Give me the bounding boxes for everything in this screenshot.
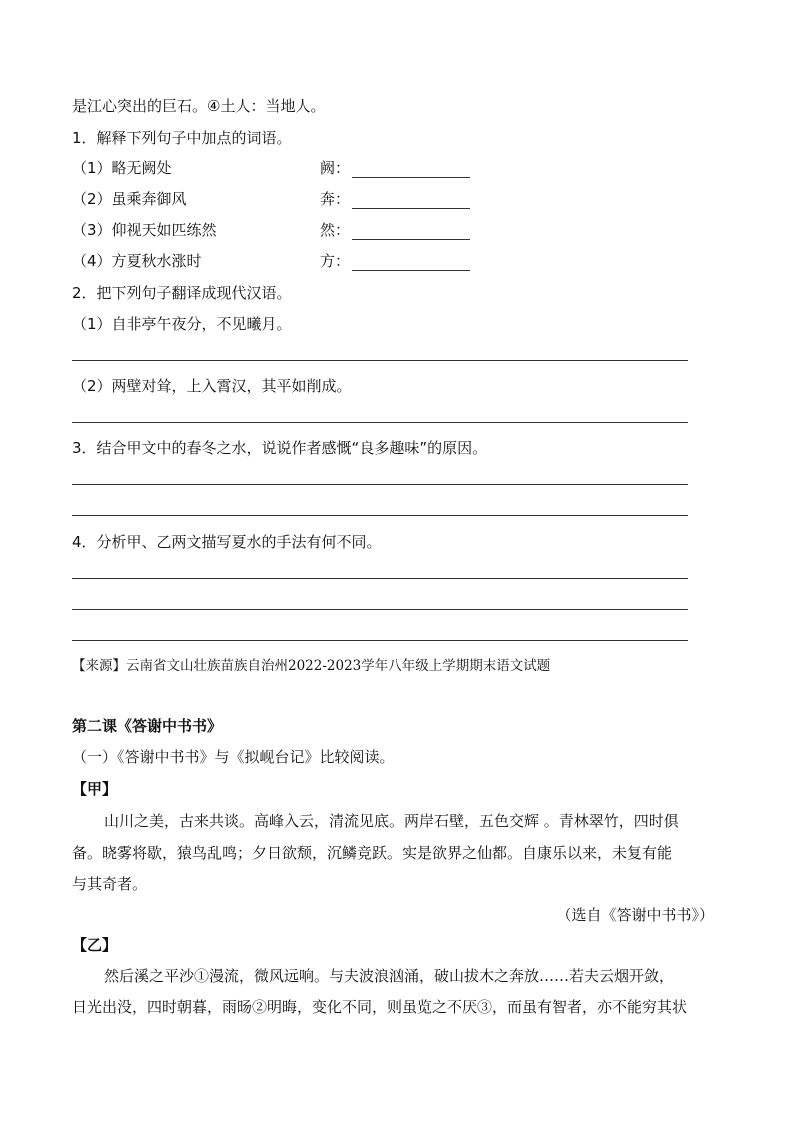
passage-source: （选自《答谢中书书》） — [556, 906, 714, 924]
question-1-item — [72, 220, 217, 240]
item-label: （3）仰视天如匹练然 — [72, 221, 217, 239]
passage-line: 山川之美，古来共谈。高峰入云，清流见底。两岸石壁，五色交辉 。青林翠竹，四时俱 — [104, 812, 679, 830]
item-label: （2）虽乘奔御风 — [72, 190, 187, 208]
answer-blank-row — [320, 189, 470, 209]
passage-line: 日光出没，四时朝暮，雨旸②明晦，变化不同，则虽览之不厌③，而虽有智者，亦不能穷其状 — [72, 998, 688, 1016]
word-label: 阙： — [320, 159, 351, 177]
lesson-intro: （一）《答谢中书书》与《拟岘台记》比较阅读。 — [72, 748, 395, 766]
question-1-item — [72, 158, 172, 178]
answer-line[interactable] — [72, 360, 688, 361]
item-label: （1）略无阙处 — [72, 159, 172, 177]
question-2-sentence: （1）自非亭午夜分，不见曦月。 — [72, 315, 292, 333]
word-label: 然： — [320, 221, 351, 239]
lesson-title: 第二课《答谢中书书》 — [72, 717, 223, 735]
answer-blank-row — [320, 158, 470, 178]
question-4-title: 4．分析甲、乙两文描写夏水的手法有何不同。 — [72, 533, 382, 551]
question-2-sentence: （2）两壁对耸，上入霄汉，其平如削成。 — [72, 377, 352, 395]
word-label: 方： — [320, 252, 351, 270]
source-note: 【来源】云南省文山壮族苗族自治州2022-2023学年八年级上学期期末语文试题 — [72, 658, 551, 674]
passage-line: 备。晓雾将歇，猿鸟乱鸣；夕日欲颓，沉鳞竞跃。实是欲界之仙都。自康乐以来，未复有能 — [72, 844, 673, 862]
answer-blank[interactable] — [352, 223, 470, 240]
answer-line[interactable] — [72, 578, 688, 579]
answer-line[interactable] — [72, 640, 688, 641]
answer-blank-row — [320, 220, 470, 240]
answer-blank[interactable] — [352, 192, 470, 209]
item-label: （4）方夏秋水涨时 — [72, 252, 202, 270]
answer-line[interactable] — [72, 422, 688, 423]
answer-line[interactable] — [72, 484, 688, 485]
passage-line: 然后溪之平沙①漫流，微风远响。与夫波浪汹涌，破山拔木之奔放……若夫云烟开敛， — [104, 967, 675, 985]
passage-line: 与其奇者。 — [72, 875, 148, 893]
answer-line[interactable] — [72, 515, 688, 516]
answer-blank-row — [320, 251, 470, 271]
annotation-note: 是江心突出的巨石。④土人：当地人。 — [72, 97, 326, 115]
passage-jia-label: 【甲】 — [72, 780, 118, 798]
question-1-title: 1．解释下列句子中加点的词语。 — [72, 129, 292, 147]
question-3-title: 3．结合甲文中的春冬之水，说说作者感慨“良多趣味”的原因。 — [72, 439, 488, 457]
question-1-item — [72, 251, 202, 271]
answer-line[interactable] — [72, 609, 688, 610]
answer-blank[interactable] — [352, 161, 470, 178]
word-label: 奔： — [320, 190, 351, 208]
answer-blank[interactable] — [352, 254, 470, 271]
passage-yi-label: 【乙】 — [72, 936, 118, 954]
question-2-title: 2．把下列句子翻译成现代汉语。 — [72, 284, 292, 302]
question-1-item — [72, 189, 187, 209]
